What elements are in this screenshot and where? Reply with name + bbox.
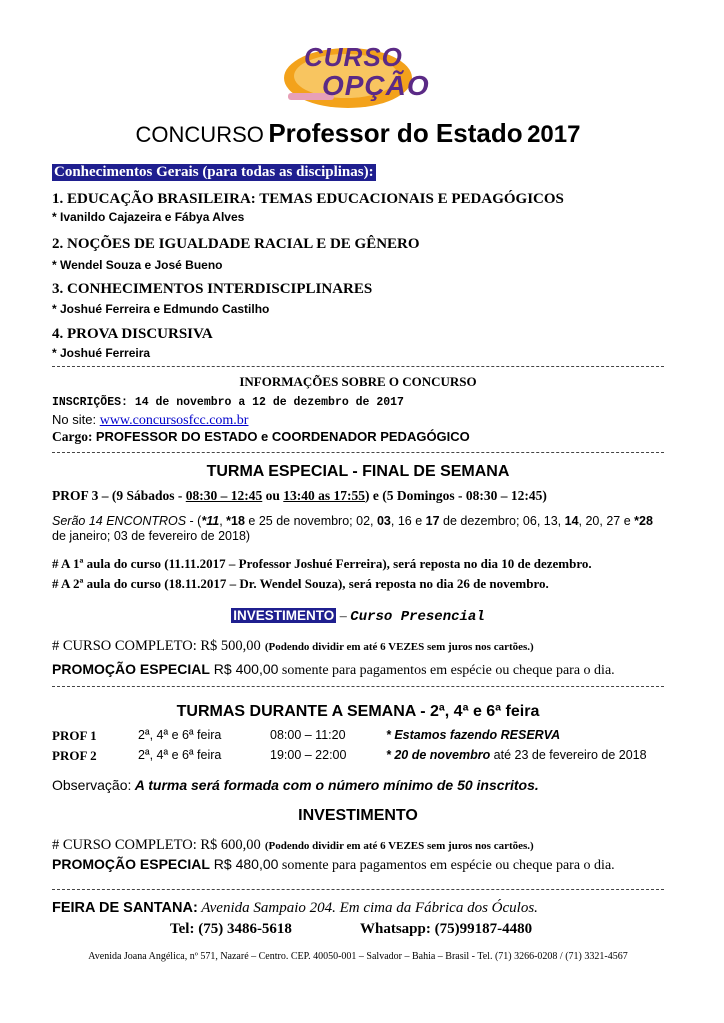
sessions-date: *28 [634, 514, 653, 528]
prof3-schedule [52, 488, 547, 504]
weekend-full-price [52, 637, 534, 655]
weekday-row-prof: PROF 1 [52, 728, 97, 743]
weekend-promo-value: R$ 400,00 [209, 661, 279, 677]
title-year: 2017 [527, 121, 581, 148]
weekday-promo-note: somente para pagamentos em espécie ou cheque para o dia. [278, 858, 615, 873]
info-title: INFORMAÇÕES SOBRE O CONCURSO [239, 374, 477, 389]
observation-label: Observação: [52, 777, 132, 793]
subject-2-teachers: * Wendel Souza e José Bueno [52, 258, 223, 272]
weekday-promo [52, 856, 615, 874]
prof3-time-2: 13:40 as 17:55 [283, 488, 366, 503]
title-main: Professor do Estado [268, 118, 523, 148]
subject-1-teachers: * Ivanildo Cajazeira e Fábya Alves [52, 210, 245, 224]
footer-main-address: Avenida Joana Angélica, nº 571, Nazaré – Centro. CEP. 40050-001 – Salvador – Bahia – Brasil - Tel. (71) 3266-0208 / (71) 3321-4567 [88, 951, 628, 962]
investment-label: INVESTIMENTO [233, 608, 335, 623]
sessions-text: e 25 de novembro; 02, [244, 514, 377, 528]
weekday-title: TURMAS DURANTE A SEMANA - 2ª, 4ª e 6ª feira [176, 703, 540, 720]
weekday-row-prof: PROF 2 [52, 748, 97, 763]
sessions-date: *11 [201, 514, 220, 528]
weekend-promo [52, 661, 615, 679]
info-site-label: No site: [52, 412, 97, 427]
divider [52, 889, 664, 890]
note-1: # A 1ª aula do curso (11.11.2017 – Professor Joshué Ferreira), será reposta no dia 10 de dezembro. [52, 556, 592, 571]
title-prefix: CONCURSO [135, 122, 264, 147]
prof3-text-b: ou [262, 488, 284, 503]
weekday-row-days: 2ª, 4ª e 6ª feira [138, 748, 222, 762]
weekday-promo-value: R$ 480,00 [209, 856, 279, 872]
info-cargo-label: Cargo: [52, 429, 93, 444]
weekend-promo-note: somente para pagamentos em espécie ou cheque para o dia. [278, 663, 615, 678]
sessions-date: *18 [226, 514, 245, 528]
logo-text-line1: CURSO [304, 42, 403, 72]
weekday-row-note: * Estamos fazendo RESERVA [386, 728, 561, 742]
observation [52, 777, 539, 793]
sessions-text: , 16 e [390, 514, 426, 528]
general-header: Conhecimentos Gerais (para todas as disciplinas): [54, 164, 374, 180]
subject-1-name: 1. EDUCAÇÃO BRASILEIRA: TEMAS EDUCACIONAIS E PEDAGÓGICOS [52, 191, 564, 207]
weekday-investment-title: INVESTIMENTO [298, 807, 418, 824]
logo [276, 38, 446, 110]
weekday-row-extra: até 23 de fevereiro de 2018 [490, 748, 647, 762]
subject-2-name: 2. NOÇÕES DE IGUALDADE RACIAL E DE GÊNERO [52, 236, 420, 252]
sessions-date: 14 [564, 514, 579, 528]
weekday-row-days: 2ª, 4ª e 6ª feira [138, 728, 222, 742]
sessions-text: , [219, 514, 227, 528]
weekday-promo-label: PROMOÇÃO ESPECIAL [52, 856, 210, 872]
info-cargo-value: PROFESSOR DO ESTADO e COORDENADOR PEDAGÓGICO [95, 429, 470, 444]
prof3-text-a: PROF 3 – (9 Sábados - [52, 488, 186, 503]
footer-city: FEIRA DE SANTANA: [52, 900, 198, 916]
subject-4-teachers: * Joshué Ferreira [52, 346, 151, 360]
weekend-title: TURMA ESPECIAL - FINAL DE SEMANA [206, 463, 510, 480]
weekend-full-note: (Podendo dividir em até 6 VEZES sem juros nos cartões.) [264, 641, 534, 653]
weekday-full-price [52, 836, 534, 854]
subject-3-name: 3. CONHECIMENTOS INTERDISCIPLINARES [52, 281, 373, 297]
prof3-text-c: ) e (5 Domingos - 08:30 – 12:45) [365, 488, 547, 503]
footer-address-row [52, 900, 538, 917]
divider [52, 686, 664, 687]
weekend-full-label: # CURSO COMPLETO: R$ 500,00 [52, 638, 261, 654]
note-2: # A 2ª aula do curso (18.11.2017 – Dr. Wendel Souza), será reposta no dia 26 de novembro. [52, 576, 549, 591]
sessions-text: , 20, 27 e [578, 514, 635, 528]
weekday-row-time: 08:00 – 11:20 [270, 728, 346, 742]
divider [52, 366, 664, 367]
investment-dash: – [336, 609, 351, 624]
logo-text-line2: OPÇÃO [322, 70, 430, 101]
sessions-line-1 [52, 514, 653, 528]
weekday-full-label: # CURSO COMPLETO: R$ 600,00 [52, 837, 261, 853]
page-title [52, 118, 664, 152]
subject-4-name: 4. PROVA DISCURSIVA [52, 326, 213, 342]
sessions-line-2: de janeiro; 03 de fevereiro de 2018) [52, 529, 251, 543]
sessions-count: Serão 14 ENCONTROS [52, 514, 187, 528]
weekday-row-time: 19:00 – 22:00 [270, 748, 347, 762]
prof3-time-1: 08:30 – 12:45 [185, 488, 263, 503]
sessions-text: de dezembro; 06, 13, [439, 514, 565, 528]
weekday-full-note: (Podendo dividir em até 6 VEZES sem juros nos cartões.) [264, 840, 534, 852]
info-site-row [52, 412, 248, 429]
divider [52, 452, 664, 453]
footer-whatsapp: Whatsapp: (75)99187-4480 [360, 921, 533, 937]
sessions-text: - ( [186, 514, 202, 528]
observation-text: A turma será formada com o número mínimo de 50 inscritos. [131, 777, 539, 793]
weekday-row-note: * 20 de novembro [386, 748, 491, 762]
footer-address: Avenida Sampaio 204. Em cima da Fábrica dos Óculos. [197, 900, 538, 916]
investment-type: Curso Presencial [350, 609, 485, 625]
weekday-row-note-group [386, 748, 647, 762]
subject-3-teachers: * Joshué Ferreira e Edmundo Castilho [52, 302, 270, 316]
investment-row [52, 608, 664, 625]
sessions-date: 17 [425, 514, 440, 528]
info-registrations: INSCRIÇÕES: 14 de novembro a 12 de dezembro de 2017 [52, 396, 404, 409]
weekend-promo-label: PROMOÇÃO ESPECIAL [52, 661, 210, 677]
sessions-date: 03 [376, 514, 391, 528]
info-site-link[interactable]: www.concursosfcc.com.br [99, 413, 249, 428]
info-cargo-row [52, 429, 470, 445]
footer-tel: Tel: (75) 3486-5618 [170, 921, 292, 937]
